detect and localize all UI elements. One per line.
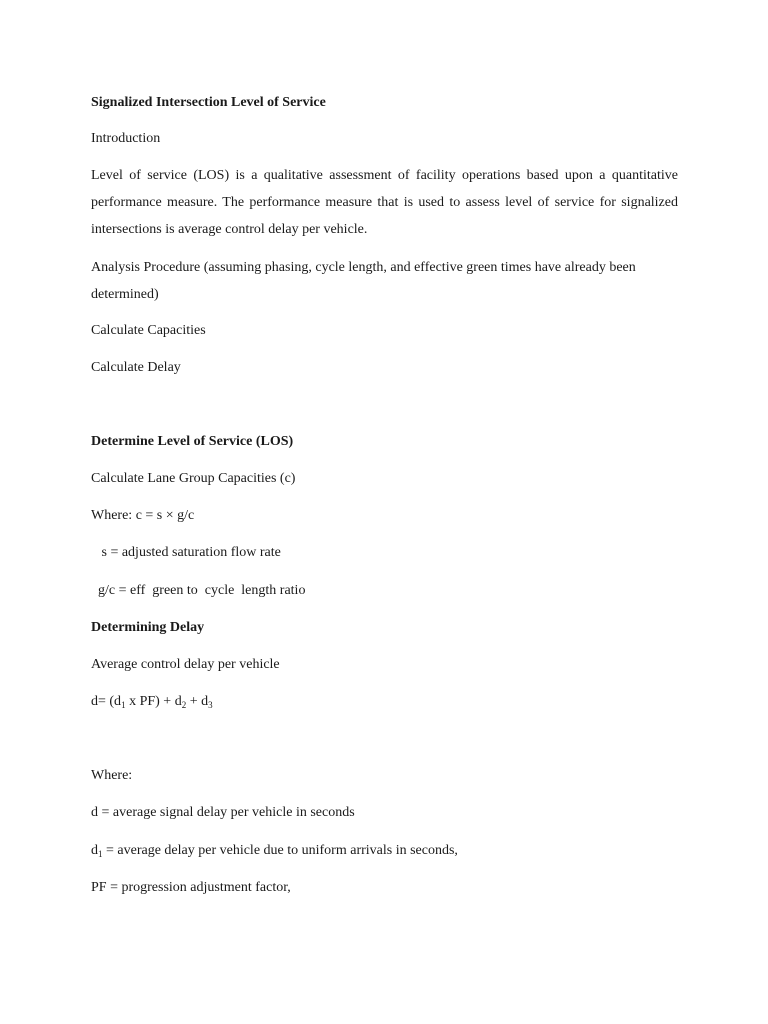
capacity-formula: Where: c = s × g/c xyxy=(91,508,195,523)
determine-los-heading: Determine Level of Service (LOS) xyxy=(91,434,294,449)
delay-formula-part: d= (d xyxy=(91,694,122,709)
lane-group-capacities-text: Calculate Lane Group Capacities (c) xyxy=(91,471,296,486)
delay-formula-part: + d xyxy=(186,694,209,709)
subscript-1: 1 xyxy=(121,700,126,710)
d1-text: = average delay per vehicle due to uniform arrivals in seconds, xyxy=(102,843,458,858)
d1-prefix: d xyxy=(91,843,98,858)
subscript-3: 3 xyxy=(208,700,213,710)
analysis-paragraph: Analysis Procedure (assuming phasing, cycle length, and effective green times have already been determined) xyxy=(91,260,636,302)
green-ratio-definition: g/c = eff green to cycle length ratio xyxy=(91,583,306,598)
pf-definition: PF = progression adjustment factor, xyxy=(91,880,291,895)
d-definition: d = average signal delay per vehicle in seconds xyxy=(91,805,355,820)
intro-paragraph: Level of service (LOS) is a qualitative assessment of facility operations based upon a quantitative performance measure. The performance measure that is used to assess level of service for signalized intersections is average control delay per vehicle. xyxy=(91,168,678,237)
delay-formula xyxy=(91,694,213,710)
where-label: Where: xyxy=(91,768,133,783)
d1-definition xyxy=(91,843,458,859)
calculate-capacities-text: Calculate Capacities xyxy=(91,323,206,338)
average-control-delay-text: Average control delay per vehicle xyxy=(91,657,280,672)
determining-delay-heading: Determining Delay xyxy=(91,620,205,635)
subscript-2: 2 xyxy=(181,700,187,710)
document-title: Signalized Intersection Level of Service xyxy=(91,95,326,110)
saturation-flow-definition: s = adjusted saturation flow rate xyxy=(91,545,281,560)
introduction-heading: Introduction xyxy=(91,131,161,146)
document-page xyxy=(91,0,678,1024)
delay-formula-part: x PF) + d xyxy=(125,694,182,709)
calculate-delay-text: Calculate Delay xyxy=(91,360,181,375)
subscript-1: 1 xyxy=(98,849,103,859)
